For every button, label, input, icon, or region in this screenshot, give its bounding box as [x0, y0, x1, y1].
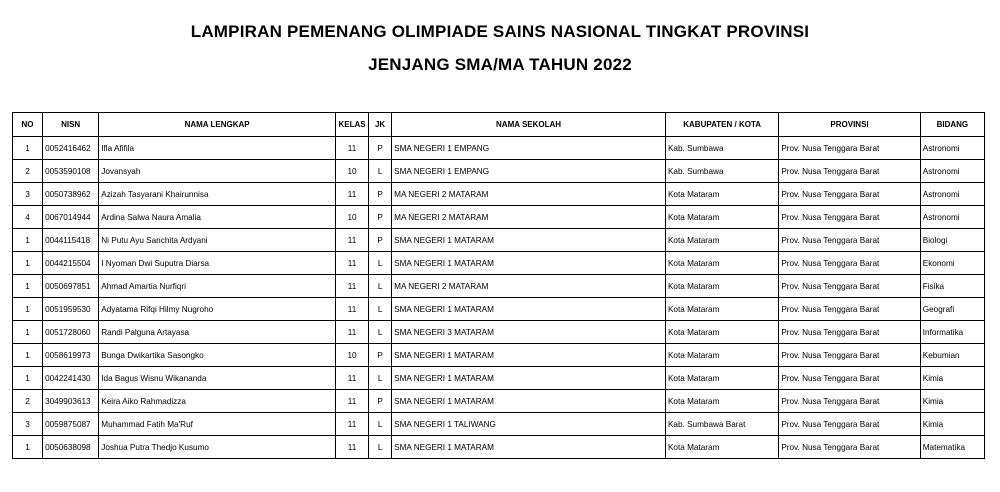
- table-header-row: [13, 113, 985, 137]
- cell-provinsi: Prov. Nusa Tenggara Barat: [779, 137, 920, 160]
- cell-nisn: 3049903613: [43, 390, 99, 413]
- table-row: [13, 206, 985, 229]
- cell-kelas: 11: [335, 321, 368, 344]
- cell-provinsi: Prov. Nusa Tenggara Barat: [779, 321, 920, 344]
- cell-jk: L: [369, 321, 392, 344]
- cell-kelas: 11: [335, 183, 368, 206]
- cell-kabupaten-kota: Kab. Sumbawa: [665, 160, 778, 183]
- winners-table: [12, 112, 985, 459]
- cell-no: 3: [13, 413, 43, 436]
- cell-no: 1: [13, 298, 43, 321]
- cell-provinsi: Prov. Nusa Tenggara Barat: [779, 206, 920, 229]
- cell-provinsi: Prov. Nusa Tenggara Barat: [779, 413, 920, 436]
- cell-jk: P: [369, 344, 392, 367]
- cell-provinsi: Prov. Nusa Tenggara Barat: [779, 229, 920, 252]
- table-row: [13, 344, 985, 367]
- header-jk: JK: [369, 113, 392, 137]
- cell-bidang: Kimia: [920, 367, 984, 390]
- cell-nama-lengkap: Ardina Salwa Naura Amalia: [99, 206, 336, 229]
- cell-kabupaten-kota: Kota Mataram: [665, 321, 778, 344]
- table-row: [13, 252, 985, 275]
- cell-kabupaten-kota: Kota Mataram: [665, 206, 778, 229]
- cell-provinsi: Prov. Nusa Tenggara Barat: [779, 367, 920, 390]
- cell-kelas: 11: [335, 436, 368, 459]
- cell-provinsi: Prov. Nusa Tenggara Barat: [779, 160, 920, 183]
- cell-jk: P: [369, 137, 392, 160]
- cell-nama-lengkap: I Nyoman Dwi Suputra Diarsa: [99, 252, 336, 275]
- cell-bidang: Astronomi: [920, 160, 984, 183]
- cell-nama-sekolah: SMA NEGERI 1 MATARAM: [392, 436, 666, 459]
- header-bidang: BIDANG: [920, 113, 984, 137]
- cell-kabupaten-kota: Kota Mataram: [665, 298, 778, 321]
- cell-kabupaten-kota: Kota Mataram: [665, 183, 778, 206]
- cell-kelas: 11: [335, 298, 368, 321]
- cell-nama-lengkap: Muhammad Fatih Ma'Ruf: [99, 413, 336, 436]
- cell-nama-sekolah: SMA NEGERI 3 MATARAM: [392, 321, 666, 344]
- cell-jk: P: [369, 183, 392, 206]
- cell-nama-sekolah: MA NEGERI 2 MATARAM: [392, 206, 666, 229]
- table-row: [13, 275, 985, 298]
- cell-nama-sekolah: SMA NEGERI 1 MATARAM: [392, 252, 666, 275]
- cell-no: 1: [13, 275, 43, 298]
- cell-jk: P: [369, 206, 392, 229]
- cell-bidang: Geografi: [920, 298, 984, 321]
- cell-no: 1: [13, 344, 43, 367]
- cell-bidang: Biologi: [920, 229, 984, 252]
- cell-nisn: 0053590108: [43, 160, 99, 183]
- cell-bidang: Kebumian: [920, 344, 984, 367]
- cell-nama-sekolah: SMA NEGERI 1 MATARAM: [392, 298, 666, 321]
- cell-nama-lengkap: Ifla Afifila: [99, 137, 336, 160]
- cell-nama-sekolah: SMA NEGERI 1 MATARAM: [392, 390, 666, 413]
- cell-provinsi: Prov. Nusa Tenggara Barat: [779, 390, 920, 413]
- cell-bidang: Fisika: [920, 275, 984, 298]
- cell-provinsi: Prov. Nusa Tenggara Barat: [779, 298, 920, 321]
- cell-kelas: 11: [335, 229, 368, 252]
- cell-no: 4: [13, 206, 43, 229]
- cell-no: 1: [13, 137, 43, 160]
- cell-nama-sekolah: MA NEGERI 2 MATARAM: [392, 275, 666, 298]
- cell-jk: L: [369, 413, 392, 436]
- cell-kelas: 11: [335, 252, 368, 275]
- header-nama-sekolah: NAMA SEKOLAH: [392, 113, 666, 137]
- cell-nama-sekolah: SMA NEGERI 1 MATARAM: [392, 367, 666, 390]
- cell-nama-sekolah: SMA NEGERI 1 EMPANG: [392, 137, 666, 160]
- cell-nisn: 0051728060: [43, 321, 99, 344]
- cell-no: 2: [13, 160, 43, 183]
- cell-nama-lengkap: Adyatama Rifqi Hilmy Nugroho: [99, 298, 336, 321]
- cell-nama-sekolah: SMA NEGERI 1 MATARAM: [392, 344, 666, 367]
- cell-jk: L: [369, 298, 392, 321]
- cell-nama-lengkap: Jovansyah: [99, 160, 336, 183]
- cell-nama-lengkap: Ahmad Amartia Nurfiqri: [99, 275, 336, 298]
- cell-nama-sekolah: SMA NEGERI 1 TALIWANG: [392, 413, 666, 436]
- table-body: [13, 137, 985, 459]
- cell-no: 1: [13, 321, 43, 344]
- cell-kabupaten-kota: Kota Mataram: [665, 275, 778, 298]
- cell-nama-lengkap: Keira Aiko Rahmadizza: [99, 390, 336, 413]
- header-provinsi: PROVINSI: [779, 113, 920, 137]
- cell-provinsi: Prov. Nusa Tenggara Barat: [779, 436, 920, 459]
- cell-kelas: 11: [335, 275, 368, 298]
- cell-jk: L: [369, 436, 392, 459]
- cell-no: 1: [13, 367, 43, 390]
- table-row: [13, 321, 985, 344]
- cell-nisn: 0058619973: [43, 344, 99, 367]
- cell-nisn: 0050738962: [43, 183, 99, 206]
- cell-nisn: 0044215504: [43, 252, 99, 275]
- cell-bidang: Astronomi: [920, 183, 984, 206]
- cell-kabupaten-kota: Kota Mataram: [665, 229, 778, 252]
- cell-provinsi: Prov. Nusa Tenggara Barat: [779, 252, 920, 275]
- cell-jk: L: [369, 275, 392, 298]
- table-row: [13, 229, 985, 252]
- table-row: [13, 390, 985, 413]
- cell-jk: L: [369, 160, 392, 183]
- cell-nisn: 0050638098: [43, 436, 99, 459]
- cell-kabupaten-kota: Kab. Sumbawa: [665, 137, 778, 160]
- cell-nisn: 0042241430: [43, 367, 99, 390]
- table-row: [13, 183, 985, 206]
- cell-nisn: 0067014944: [43, 206, 99, 229]
- header-kelas: KELAS: [335, 113, 368, 137]
- cell-jk: L: [369, 252, 392, 275]
- cell-nisn: 0044115418: [43, 229, 99, 252]
- cell-bidang: Matematika: [920, 436, 984, 459]
- cell-kabupaten-kota: Kota Mataram: [665, 436, 778, 459]
- table-row: [13, 298, 985, 321]
- table-row: [13, 436, 985, 459]
- table-row: [13, 160, 985, 183]
- cell-kelas: 11: [335, 367, 368, 390]
- header-kabupaten-kota: KABUPATEN / KOTA: [665, 113, 778, 137]
- header-no: NO: [13, 113, 43, 137]
- cell-jk: P: [369, 229, 392, 252]
- cell-bidang: Astronomi: [920, 137, 984, 160]
- document-title: LAMPIRAN PEMENANG OLIMPIADE SAINS NASIONAL TINGKAT PROVINSI: [190, 22, 810, 41]
- cell-bidang: Kimia: [920, 413, 984, 436]
- cell-nisn: 0059875087: [43, 413, 99, 436]
- header-nama-lengkap: NAMA LENGKAP: [99, 113, 336, 137]
- cell-provinsi: Prov. Nusa Tenggara Barat: [779, 183, 920, 206]
- cell-provinsi: Prov. Nusa Tenggara Barat: [779, 344, 920, 367]
- cell-bidang: Astronomi: [920, 206, 984, 229]
- cell-kelas: 10: [335, 160, 368, 183]
- cell-kabupaten-kota: Kota Mataram: [665, 344, 778, 367]
- cell-kelas: 11: [335, 137, 368, 160]
- cell-kabupaten-kota: Kab. Sumbawa Barat: [665, 413, 778, 436]
- cell-nisn: 0050697851: [43, 275, 99, 298]
- cell-bidang: Kimia: [920, 390, 984, 413]
- table-row: [13, 367, 985, 390]
- cell-nama-lengkap: Azizah Tasyarani Khairunnisa: [99, 183, 336, 206]
- cell-kabupaten-kota: Kota Mataram: [665, 390, 778, 413]
- cell-nama-lengkap: Ni Putu Ayu Sanchita Ardyani: [99, 229, 336, 252]
- cell-nisn: 0052416462: [43, 137, 99, 160]
- table-row: [13, 413, 985, 436]
- cell-no: 2: [13, 390, 43, 413]
- cell-nama-lengkap: Randi Palguna Artayasa: [99, 321, 336, 344]
- document-subtitle: JENJANG SMA/MA TAHUN 2022: [368, 55, 632, 74]
- cell-bidang: Ekonomi: [920, 252, 984, 275]
- cell-nama-lengkap: Joshua Putra Thedjo Kusumo: [99, 436, 336, 459]
- cell-nama-lengkap: Ida Bagus Wisnu Wikananda: [99, 367, 336, 390]
- cell-bidang: Informatika: [920, 321, 984, 344]
- cell-nama-sekolah: MA NEGERI 2 MATARAM: [392, 183, 666, 206]
- cell-no: 1: [13, 229, 43, 252]
- cell-nama-sekolah: SMA NEGERI 1 EMPANG: [392, 160, 666, 183]
- cell-kabupaten-kota: Kota Mataram: [665, 367, 778, 390]
- cell-provinsi: Prov. Nusa Tenggara Barat: [779, 275, 920, 298]
- cell-kelas: 10: [335, 206, 368, 229]
- header-nisn: NISN: [43, 113, 99, 137]
- cell-kelas: 11: [335, 413, 368, 436]
- cell-no: 1: [13, 252, 43, 275]
- cell-nisn: 0051959530: [43, 298, 99, 321]
- cell-jk: P: [369, 390, 392, 413]
- cell-kabupaten-kota: Kota Mataram: [665, 252, 778, 275]
- cell-jk: L: [369, 367, 392, 390]
- cell-kelas: 10: [335, 344, 368, 367]
- table-row: [13, 137, 985, 160]
- cell-no: 3: [13, 183, 43, 206]
- cell-no: 1: [13, 436, 43, 459]
- cell-nama-sekolah: SMA NEGERI 1 MATARAM: [392, 229, 666, 252]
- cell-nama-lengkap: Bunga Dwikartika Sasongko: [99, 344, 336, 367]
- cell-kelas: 11: [335, 390, 368, 413]
